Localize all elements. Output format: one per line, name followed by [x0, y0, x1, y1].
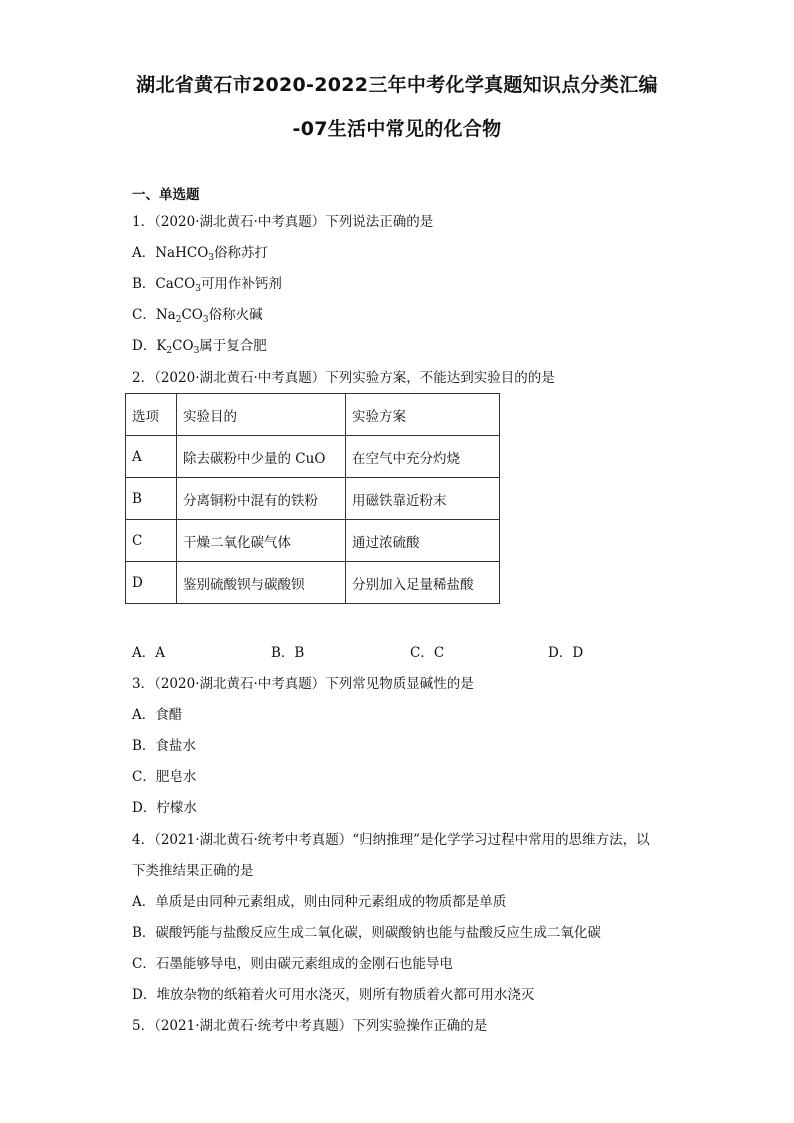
document-title-line-1: 湖北省黄石市2020-2022三年中考化学真题知识点分类汇编 [136, 74, 658, 96]
table-cell: 在空气中充分灼烧 [346, 436, 500, 478]
table-header-cell: 实验方案 [346, 394, 500, 436]
question-1-stem: 1．（2020·湖北黄石·中考真题）下列说法正确的是 [132, 214, 434, 230]
question-2-option-d: D．D [548, 645, 584, 661]
question-3-option-d: D．柠檬水 [132, 800, 197, 816]
question-4-stem-line-2: 下类推结果正确的是 [132, 863, 254, 879]
section-heading: 一、单选题 [132, 187, 200, 203]
question-1-option-d: D．$K_2CO_3$属于复合肥 [132, 338, 267, 356]
question-5-stem: 5．（2021·湖北黄石·统考中考真题）下列实验操作正确的是 [132, 1018, 488, 1034]
question-2-stem: 2．（2020·湖北黄石·中考真题）下列实验方案，不能达到实验目的的是 [132, 370, 555, 386]
table-cell: 通过浓硫酸 [346, 520, 500, 562]
question-3-option-b: B．食盐水 [132, 738, 196, 754]
question-4-stem-line-1: 4．（2021·湖北黄石·统考中考真题）“归纳推理”是化学学习过程中常用的思维方法，以 [132, 832, 650, 848]
table-cell: 分别加入足量稀盐酸 [346, 562, 500, 604]
question-4-option-d: D．堆放杂物的纸箱着火可用水浇灭，则所有物质着火都可用水浇灭 [132, 987, 535, 1003]
table-cell: 鉴别硫酸钡与碳酸钡 [177, 562, 346, 604]
document-title-line-2: -07生活中常见的化合物 [292, 118, 502, 140]
table-cell: D [126, 562, 177, 604]
table-cell: 用磁铁靠近粉末 [346, 478, 500, 520]
table-row [126, 436, 500, 478]
question-3-option-c: C．肥皂水 [132, 769, 197, 785]
question-3-option-a: A．食醋 [132, 707, 183, 723]
question-2-option-b: B．B [271, 645, 305, 661]
table-cell: C [126, 520, 177, 562]
table-row [126, 520, 500, 562]
table-cell: 分离铜粉中混有的铁粉 [177, 478, 346, 520]
table-header-cell: 选项 [126, 394, 177, 436]
experiment-table [125, 393, 500, 604]
question-4-option-b: B．碳酸钙能与盐酸反应生成二氧化碳，则碳酸钠也能与盐酸反应生成二氧化碳 [132, 925, 601, 941]
table-cell: B [126, 478, 177, 520]
question-4-option-a: A．单质是由同种元素组成，则由同种元素组成的物质都是单质 [132, 894, 507, 910]
question-1-option-b: B．CaCO$_3$可用作补钙剂 [132, 276, 282, 294]
question-2-option-c: C．C [410, 645, 445, 661]
question-3-stem: 3．（2020·湖北黄石·中考真题）下列常见物质显碱性的是 [132, 676, 474, 692]
table-cell: A [126, 436, 177, 478]
question-2-option-a: A．A [132, 645, 165, 661]
table-row [126, 478, 500, 520]
table-header-cell: 实验目的 [177, 394, 346, 436]
question-1-option-c: C．$Na_2CO_3$俗称火碱 [132, 307, 263, 325]
table-header-row [126, 394, 500, 436]
table-row [126, 562, 500, 604]
table-cell: 干燥二氧化碳气体 [177, 520, 346, 562]
table-cell: 除去碳粉中少量的 CuO [177, 436, 346, 478]
question-1-option-a: A．NaHCO$_3$俗称苏打 [132, 245, 269, 263]
question-4-option-c: C．石墨能够导电，则由碳元素组成的金刚石也能导电 [132, 956, 453, 972]
